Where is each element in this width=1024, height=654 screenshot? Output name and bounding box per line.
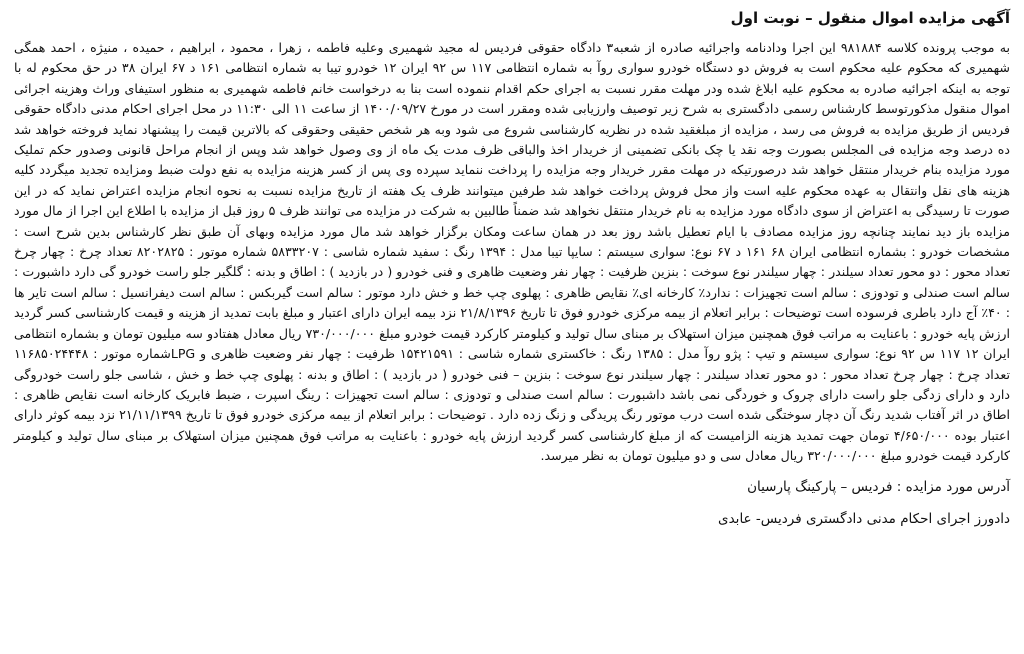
notice-body: به موجب پرونده کلاسه ۹۸۱۸۸۴ این اجرا ودادنامه واجرائیه صادره از شعبه۳ دادگاه حقوقی فردیس له مجید شهمیری وعلیه فاطمه ، زهرا ، محمود ، ابراهیم ، حمیده ، منیژه ، احمد همگی شهمیری که محکوم علیه محکوم است به فروش دو دستگاه خودرو سواری روآ به شماره انتظامی ۱۱۷ س ۹۲ ایران ۱۲ خودرو تیبا به شماره انتظامی ۱۶۱ د ۶۷ ایران ۳۸ در حق محکوم له با توجه به اینکه اجرائیه صادره به محکوم علیه ابلاغ شده ودر مهلت مقرر نسبت به اجرای حکم اقدام ننموده است بنا به درخواست خانم فاطمه شهمیری به منظور استیفای وراث وهزینه اجرائی اموال منقول مذکورتوسط کارشناس رسمی دادگستری به شرح زیر توصیف وارزیابی شده ومقرر است در مورخ ۱۴۰۰/۰۹/۲۷ از ساعت ۱۱ الی ۱۱:۳۰ در محل اجرای احکام مدنی دادگاه حقوقی فردیس از طریق مزایده به فروش می رسد ، مزایده از مبلغقید شده در نظریه کارشناسی شروع می شود وبه هر شخص حقیقی وحقوقی که بالاترین قیمت را پیشنهاد نماید فروخته خواهد شد ده درصد وجه مزایده فی المجلس بصورت وجه نقد یا چک بانکی تضمینی از خریدار اخذ والباقی ظرف مدت یک ماه از وی وصول خواهد شد وپس از انجام مراحل قانونی وصدور حکم تملیک مورد مزایده بنام خریدار منتقل خواهد شد درصورتیکه در مهلت مقرر خریدار وجه مزایده را پرداخت ننماید سپرده وی پس از کسر هزینه مزایده به نفع دولت ضبط ومزایده تجدید میگردد کلیه هزینه های نقل وانتقال به عهده محکوم علیه است واز محل فروش پرداخت خواهد شد طرفین میتوانند ظرف یک هفته از تاریخ مزایده نسبت به نحوه انجام مزایده اعتراض نماید که در این صورت تا رسیدگی به اعتراض از سوی دادگاه مورد مزایده به نام خریدار منتقل نخواهد شد ضمناً طالبین به شرکت در مزایده می توانند ظرف ۵ روز قبل از مزایده با اطلاع این اجرا از مال مورد مزایده باز دید نمایند چنانچه روز مزایده مصادف با ایام تعطیل باشد روز بعد در همان ساعت ومکان برگزار خواهد شد مال مورد مزایده وبهای آن طبق نظر کارشناس بدین شرح است : مشخصات خودرو : بشماره انتظامی ایران ۶۸ ۱۶۱ د ۶۷ نوع: سواری سیستم : سایپا تیبا مدل : ۱۳۹۴ رنگ : سفید شماره شاسی : ۵۸۳۳۲۰۷ شماره موتور : ۸۲۰۲۸۲۵ تعداد چرخ : چهار چرخ تعداد محور : دو محور تعداد سیلندر : چهار سیلندر نوع سوخت : بنزین ظرفیت : چهار نفر وضعیت ظاهری و فنی خودرو ( در بازدید ) : اطاق و بدنه : گلگیر جلو راست خودرو گی دارد داشبورت : سالم است صندلی و تودوزی : سالم است تجهیزات : ندارد٪ کارخانه ای٪ نقایص ظاهری : پهلوی چپ خط و خش دارد موتور : سالم است گیربکس : سالم است دیفرانسیل : سالم است تایر ها : ۴۰٪ آج دارد باطری فرسوده است توضیحات : برابر اتعلام از بیمه مرکزی خودرو فوق تا تاریخ ۲۱/۸/۱۳۹۶ نزد بیمه ایران دارای اعتبار و مبلغ بابت تمدید از هزینه و قیمت کارشناسی کسر گردید ارزش پایه خودرو : باعنایت به مراتب فوق همچنین میزان استهلاک بر مبنای سال تولید و کیلومتر کارکرد قیمت خودرو مبلغ ۷۳۰/۰۰۰/۰۰۰ ریال معادل هفتادو سه میلیون تومان و بشماره انتظامی ایران ۱۲ ۱۱۷ س ۹۲ نوع: سواری سیستم و تیپ : پژو روآ مدل : ۱۳۸۵ رنگ : خاکستری شماره شاسی : ۱۵۴۲۱۵۹۱ ظرفیت : چهار نفر وضعیت ظاهری و LPGشماره موتور : ۱۱۶۸۵۰۲۴۴۴۸ تعداد چرخ : چهار چرخ تعداد محور : دو محور تعداد سیلندر : چهار سیلندر نوع سوخت : بنزین – فنی خودرو ( در بازدید ) : اطاق و بدنه : پهلوی چپ خط و خش ، شاسی جلو راست خودروگی دارد و دارای زدگی جلو راست دارای چروک و خوردگی نمی باشد داشبورت : سالم است صندلی و تودوزی : سالم است تجهیزات : رینگ اسپرت ، ضبط فابریک کارخانه است نقایص ظاهری : اطاق در اثر آفتاب شدید رنگ آن دچار سوختگی شده است درب موتور رنگ پریدگی و زنگ زده دارد . توضیحات : برابر اتعلام از بیمه مرکزی خودرو فوق تا تاریخ ۲۱/۱۱/۱۳۹۹ نزد بیمه کوثر دارای اعتبار بوده ۴/۶۵۰/۰۰۰ تومان جهت تمدید هزینه الزامیست که از مبلغ کارشناسی کسر گردید ارزش پایه خودرو : باعنایت به مراتب فوق همچنین میزان استهلاک بر مبنای سال تولید و کیلومتر کارکرد قیمت خودرو مبلغ ۳۲۰/۰۰۰/۰۰۰ ریال معادل سی و دو میلیون تومان به نظر میرسد. <box>14 40 1011 464</box>
issuing-office: دادورز اجرای احکام مدنی دادگستری فردیس- عابدی <box>718 510 1010 527</box>
auction-address: آدرس مورد مزایده : فردیس – پارکینگ پارسیان <box>747 478 1010 495</box>
notice-title: آگهی مزایده اموال منقول – نوبت اول <box>730 9 1010 27</box>
